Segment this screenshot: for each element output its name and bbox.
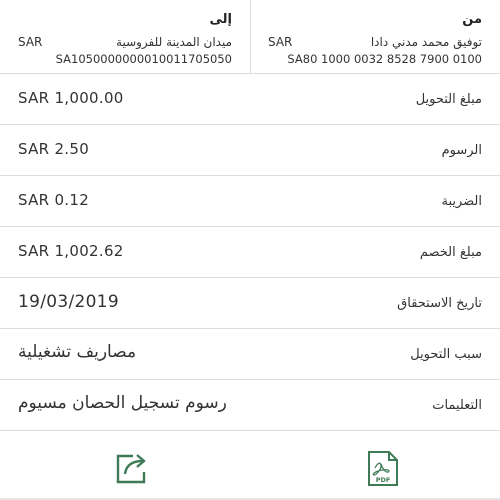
- from-currency: SAR: [268, 35, 293, 49]
- tax-value: SAR 0.12: [18, 191, 90, 209]
- from-party: [250, 0, 500, 74]
- instructions-label: التعليمات: [432, 398, 482, 413]
- debit-amount-label: مبلغ الخصم: [419, 245, 482, 260]
- pdf-icon: [362, 448, 402, 488]
- transfer-parties-header: [0, 0, 500, 74]
- detail-row-fees: [0, 125, 500, 176]
- header-divider: [250, 0, 251, 74]
- detail-row-transfer-amount: [0, 74, 500, 125]
- action-footer: [0, 434, 500, 500]
- detail-row-debit-amount: [0, 227, 500, 278]
- tax-label: الضريبة: [441, 194, 482, 209]
- pdf-label: PDF: [375, 476, 391, 484]
- debit-amount-value: SAR 1,002.62: [18, 242, 124, 260]
- transfer-amount-label: مبلغ التحويل: [415, 92, 482, 107]
- transfer-amount-value: SAR 1,000.00: [18, 89, 124, 107]
- to-currency: SAR: [18, 35, 43, 49]
- fees-label: الرسوم: [441, 143, 482, 158]
- detail-row-tax: [0, 176, 500, 227]
- transfer-reason-label: سبب التحويل: [410, 347, 482, 362]
- due-date-value: 19/03/2019: [18, 292, 119, 312]
- transfer-reason-value: مصاريف تشغيلية: [18, 342, 137, 362]
- transfer-details-list: [0, 74, 500, 431]
- detail-row-transfer-reason: [0, 329, 500, 380]
- to-name: ميدان المدينة للفروسية: [116, 35, 232, 49]
- from-label: من: [462, 12, 482, 27]
- to-label: إلى: [209, 12, 232, 27]
- due-date-label: تاريخ الاستحقاق: [397, 296, 482, 311]
- share-icon: [113, 448, 153, 488]
- pdf-button[interactable]: [362, 448, 402, 488]
- detail-row-due-date: [0, 278, 500, 329]
- to-party: [0, 0, 250, 74]
- from-name: توفيق محمد مدني دادا: [370, 35, 482, 49]
- instructions-value: رسوم تسجيل الحصان مسيوم: [18, 393, 227, 413]
- detail-row-instructions: [0, 380, 500, 431]
- fees-value: SAR 2.50: [18, 140, 90, 158]
- from-account: SA80 1000 0032 8528 7900 0100: [287, 52, 482, 66]
- to-account: SA1050000000010011705050: [55, 52, 232, 66]
- share-button[interactable]: [113, 448, 153, 488]
